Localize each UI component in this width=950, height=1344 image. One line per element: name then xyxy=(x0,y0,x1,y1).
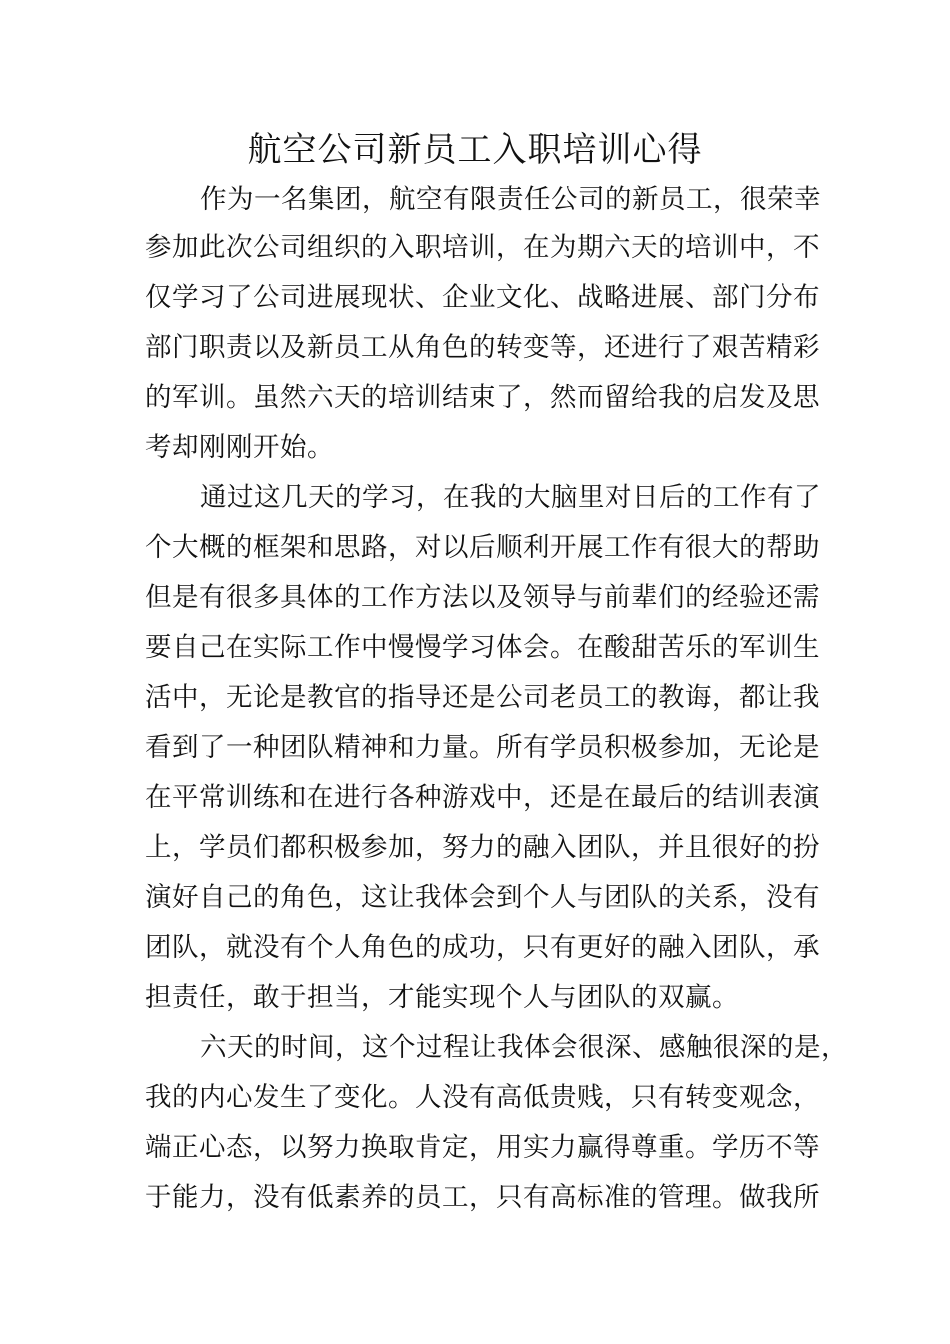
paragraph-1-line-4: 部门职责以及新员工从角色的转变等，还进行了艰苦精彩 xyxy=(145,332,820,363)
paragraph-2-line-1: 通过这几天的学习，在我的大脑里对日后的工作有了 xyxy=(200,482,821,513)
paragraph-3-line-3: 端正心态，以努力换取肯定，用实力赢得尊重。学历不等 xyxy=(145,1132,820,1163)
paragraph-3-line-2: 我的内心发生了变化。人没有高低贵贱，只有转变观念， xyxy=(145,1082,820,1113)
document-title: 航空公司新员工入职培训心得 xyxy=(247,130,703,170)
paragraph-1-line-1: 作为一名集团，航空有限责任公司的新员工，很荣幸 xyxy=(200,184,821,215)
paragraph-2-line-8: 上，学员们都积极参加，努力的融入团队，并且很好的扮 xyxy=(145,832,820,863)
paragraph-1-line-2: 参加此次公司组织的入职培训，在为期六天的培训中，不 xyxy=(145,232,820,263)
paragraph-2-line-11: 担责任，敢于担当，才能实现个人与团队的双赢。 xyxy=(145,982,739,1013)
paragraph-1-line-5: 的军训。虽然六天的培训结束了，然而留给我的启发及思 xyxy=(145,382,820,413)
paragraph-2-line-5: 活中，无论是教官的指导还是公司老员工的教诲，都让我 xyxy=(145,682,820,713)
paragraph-2-line-9: 演好自己的角色，这让我体会到个人与团队的关系，没有 xyxy=(145,882,820,913)
paragraph-3-line-4: 于能力，没有低素养的员工，只有高标准的管理。做我所 xyxy=(145,1182,820,1213)
paragraph-2-line-4: 要自己在实际工作中慢慢学习体会。在酸甜苦乐的军训生 xyxy=(145,632,820,663)
paragraph-1-line-3: 仅学习了公司进展现状、企业文化、战略进展、部门分布 xyxy=(145,282,820,313)
paragraph-3-line-1: 六天的时间，这个过程让我体会很深、感触很深的是， xyxy=(200,1032,848,1063)
paragraph-2-line-10: 团队，就没有个人角色的成功，只有更好的融入团队，承 xyxy=(145,932,820,963)
paragraph-1-line-6: 考却刚刚开始。 xyxy=(145,432,334,463)
paragraph-2-line-7: 在平常训练和在进行各种游戏中，还是在最后的结训表演 xyxy=(145,782,820,813)
paragraph-2-line-3: 但是有很多具体的工作方法以及领导与前辈们的经验还需 xyxy=(145,582,820,613)
paragraph-2-line-2: 个大概的框架和思路，对以后顺利开展工作有很大的帮助 xyxy=(145,532,820,563)
paragraph-2-line-6: 看到了一种团队精神和力量。所有学员积极参加，无论是 xyxy=(145,732,820,763)
